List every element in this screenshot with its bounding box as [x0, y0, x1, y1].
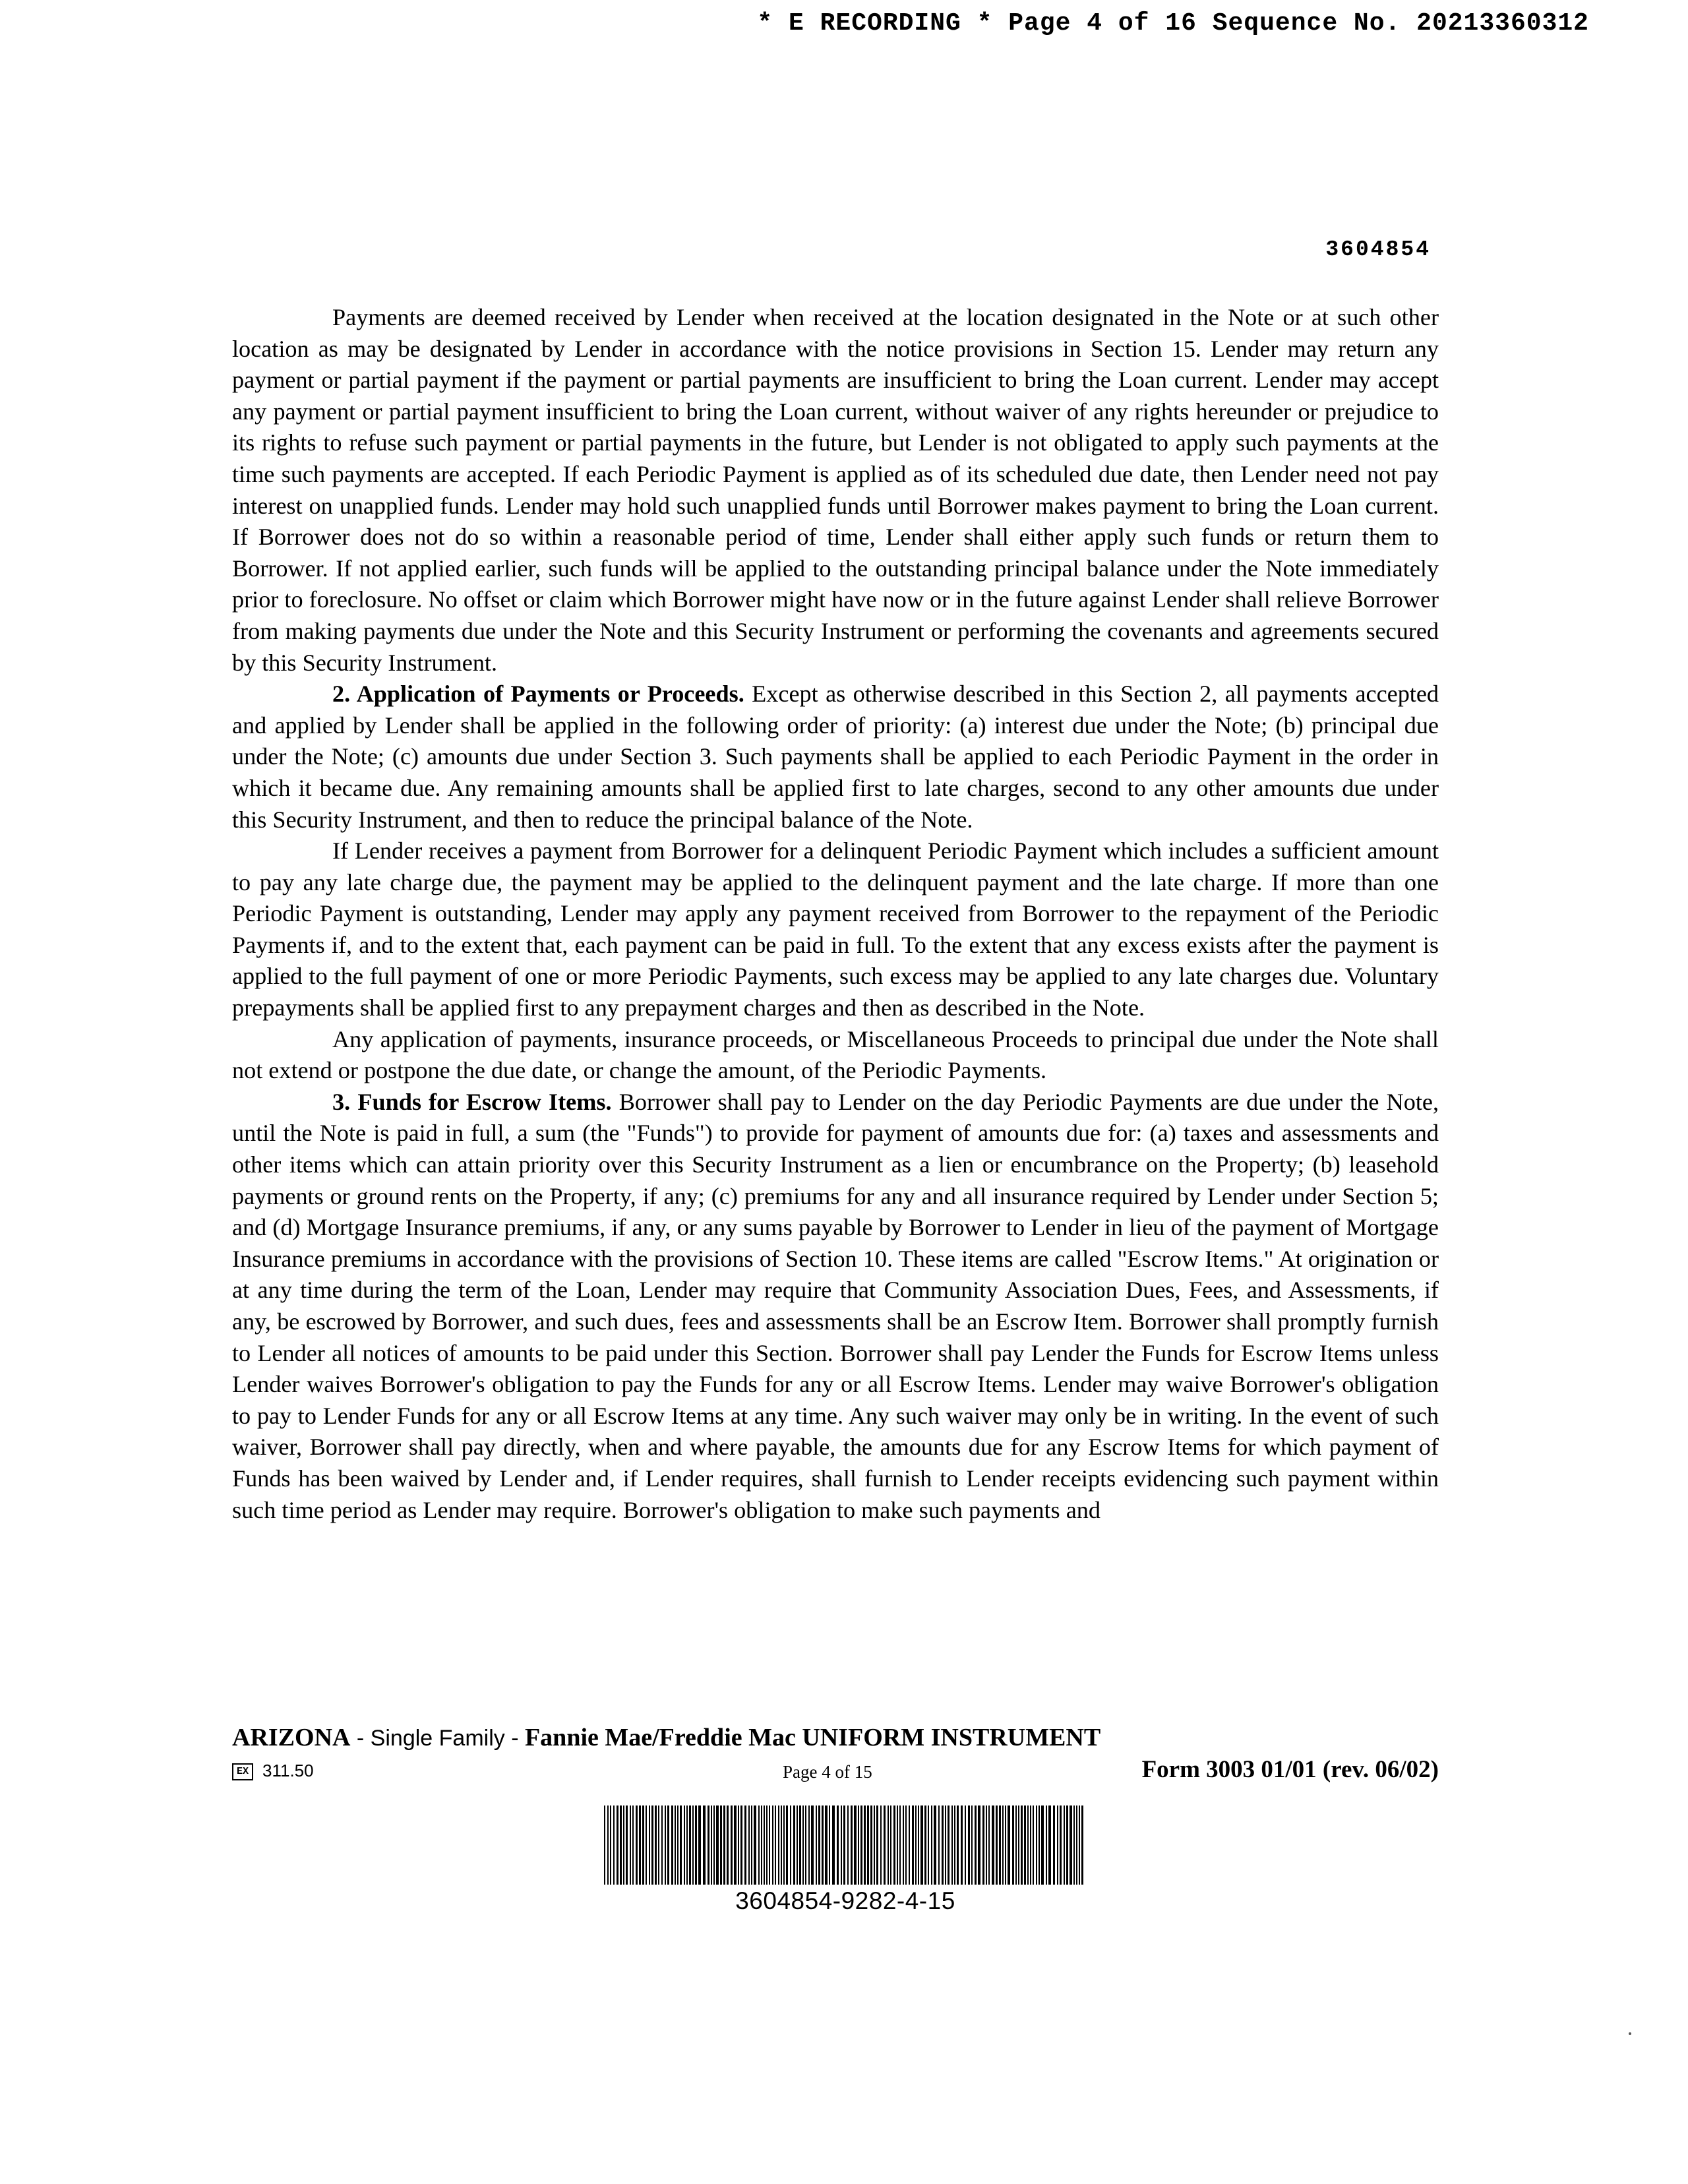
page-number: Page 4 of 15	[783, 1762, 872, 1782]
footer-instrument: Fannie Mae/Freddie Mac UNIFORM INSTRUMENT	[524, 1724, 1101, 1751]
paragraph-application-of-payments: Any application of payments, insurance proceeds, or Miscellaneous Proceeds to principal due under the Note shall not extend or postpone the due date, or change the amount, of the Periodic Payments.	[232, 1025, 1439, 1084]
section-3-text: Borrower shall pay to Lender on the day Periodic Payments are due under the Note, until the Note is paid in full, a sum (the "Funds") to provide for payment of amounts due for: (a) taxes and assessments and other items which can attain priority over this Security Instrument as a lien or encumbrance on the Property; (b) leasehold payments or ground rents on the Property, if any; (c) premiums for any and all insurance required by Lender under Section 5; and (d) Mortgage Insurance premiums, if any, or any sums payable by Borrower to Lender in lieu of the payment of Mortgage Insurance premiums in accordance with the provisions of Section 10. These items are called "Escrow Items." At origination or at any time during the term of the Loan, Lender may require that Community Association Dues, Fees, and Assessments, if any, be escrowed by Borrower, and such dues, fees and assessments shall be an Escrow Item. Borrower shall promptly furnish to Lender all notices of amounts to be paid under this Section. Borrower shall pay Lender the Funds for Escrow Items unless Lender waives Borrower's obligation to pay the Funds for any or all Escrow Items. Lender may waive Borrower's obligation to pay to Lender Funds for any or all Escrow Items at any time. Any such waiver may only be in writing. In the event of such waiver, Borrower shall pay directly, when and where payable, the amounts due for any Escrow Items for which payment of Funds has been waived by Lender and, if Lender requires, shall furnish to Lender receipts evidencing such payment within such time period as Lender may require. Borrower's obligation to make such payments and	[232, 1088, 1439, 1523]
scan-speck	[1629, 2032, 1631, 2035]
footer-state: ARIZONA	[232, 1724, 351, 1751]
footer-line	[232, 1757, 1439, 1790]
barcode-image	[604, 1805, 1087, 1885]
barcode-block	[604, 1805, 1087, 1915]
paragraph-payments-received: Payments are deemed received by Lender when received at the location designated in the Note or at such other location as may be designated by Lender in accordance with the notice provisions in Section 15. Lender may return any payment or partial payment if the payment or partial payments are insufficient to bring the Loan current. Lender may accept any payment or partial payment insufficient to bring the Loan current, without waiver of any rights hereunder or prejudice to its rights to refuse such payment or partial payments in the future, but Lender is not obligated to apply such payments at the time such payments are accepted. If each Periodic Payment is applied as of its scheduled due date, then Lender need not pay interest on unapplied funds. Lender may hold such unapplied funds until Borrower makes payment to bring the Loan current. If Borrower does not do so within a reasonable period of time, Lender shall either apply such funds or return them to Borrower. If not applied earlier, such funds will be applied to the outstanding principal balance under the Note immediately prior to foreclosure. No offset or claim which Borrower might have now or in the future against Lender shall relieve Borrower from making payments due under the Note and this Security Instrument or performing the covenants and agreements secured by this Security Instrument.	[232, 304, 1439, 676]
footer-title	[232, 1723, 1100, 1752]
section-3-paragraph	[232, 1087, 1439, 1526]
form-number: Form 3003 01/01 (rev. 06/02)	[1141, 1756, 1439, 1783]
barcode-number: 3604854-9282-4-15	[735, 1887, 955, 1914]
form-logo-icon: EX	[232, 1763, 253, 1780]
footer-family: - Single Family -	[350, 1726, 525, 1751]
recording-stamp: * E RECORDING * Page 4 of 16 Sequence No. 20213360312	[757, 9, 1589, 38]
paragraph-delinquent-payment: If Lender receives a payment from Borrower for a delinquent Periodic Payment which includes a sufficient amount to pay any late charge due, the payment may be applied to the delinquent payment and the late charge. If more than one Periodic Payment is outstanding, Lender may apply any payment received from Borrower to the repayment of the Periodic Payments if, and to the extent that, each payment can be paid in full. To the extent that any excess exists after the payment is applied to the full payment of one or more Periodic Payments, such excess may be applied to any late charges due. Voluntary prepayments shall be applied first to any prepayment charges and then as described in the Note.	[232, 837, 1439, 1021]
form-code	[232, 1761, 314, 1781]
section-3-heading: 3. Funds for Escrow Items.	[332, 1088, 612, 1115]
section-2-paragraph	[232, 679, 1439, 835]
form-code-text: 311.50	[262, 1761, 314, 1780]
section-2-text: Except as otherwise described in this Section 2, all payments accepted and applied by Lender shall be applied in the following order of priority: (a) interest due under the Note; (b) principal due under the Note; (c) amounts due under Section 3. Such payments shall be applied to each Periodic Payment in the order in which it became due. Any remaining amounts shall be applied first to late charges, second to any other amounts due under this Security Instrument, and then to reduce the principal balance of the Note.	[232, 681, 1439, 833]
document-number: 3604854	[1325, 237, 1431, 262]
document-body	[232, 302, 1439, 1526]
section-2-heading: 2. Application of Payments or Proceeds.	[332, 681, 744, 708]
